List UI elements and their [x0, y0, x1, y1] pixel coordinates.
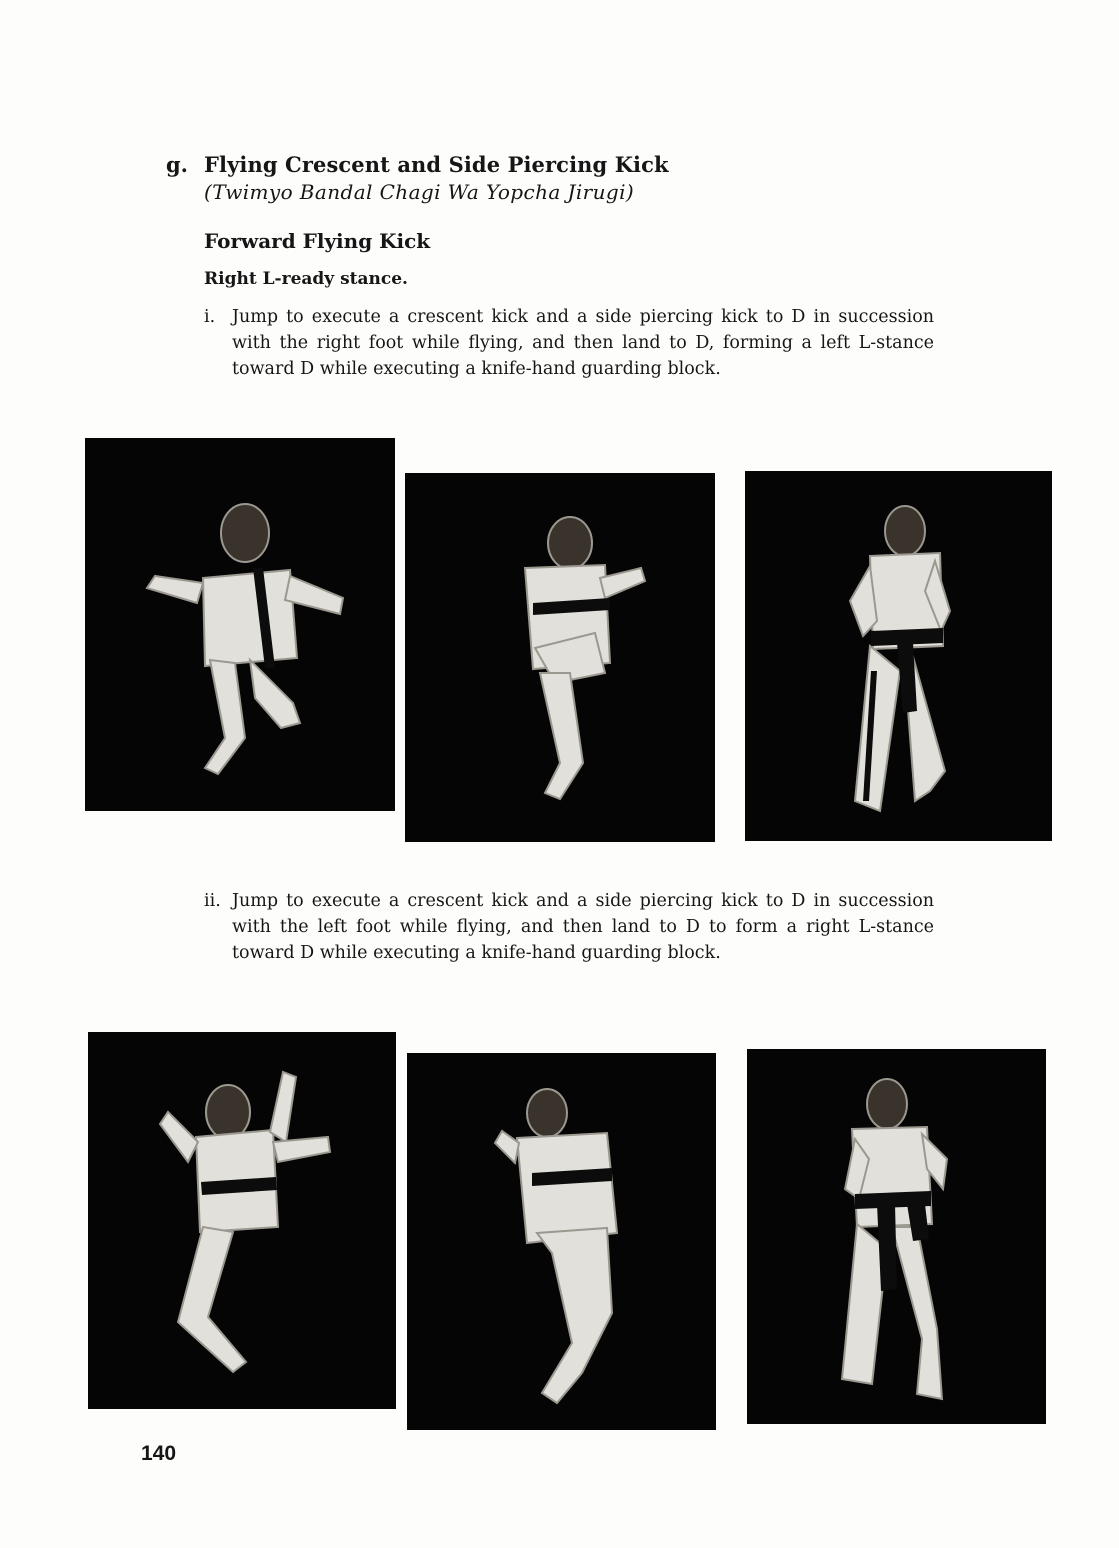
martial-artist-figure-icon	[745, 471, 1052, 841]
section-subtitle: (Twimyo Bandal Chagi Wa Yopcha Jirugi)	[204, 180, 635, 204]
photo-flying-crescent-kick-right	[85, 438, 395, 811]
photo-left-l-stance-knife-hand-guarding-block	[745, 471, 1052, 841]
martial-artist-figure-icon	[405, 473, 715, 842]
photo-right-l-stance-knife-hand-guarding-block	[747, 1049, 1046, 1424]
subsection-heading: Forward Flying Kick	[204, 229, 431, 253]
photo-side-piercing-kick-left	[407, 1053, 716, 1430]
martial-artist-figure-icon	[407, 1053, 716, 1430]
step-paragraph-2	[204, 888, 934, 966]
ready-stance-label: Right L-ready stance.	[204, 269, 408, 289]
step-marker: i.	[204, 307, 216, 327]
step-paragraph-1	[204, 304, 934, 382]
photo-side-piercing-kick-right	[405, 473, 715, 842]
martial-artist-figure-icon	[85, 438, 395, 811]
step-text: Jump to execute a crescent kick and a side piercing kick to D in succession with the left foot while flying, and then land to D to form a right L-stance toward D while executing a knife-hand guarding block.	[232, 891, 934, 963]
martial-artist-figure-icon	[88, 1032, 396, 1409]
step-text: Jump to execute a crescent kick and a side piercing kick to D in succession with the right foot while flying, and then land to D, forming a left L-stance toward D while executing a knife-hand guarding block.	[232, 307, 934, 379]
section-letter: g.	[166, 152, 188, 177]
martial-artist-figure-icon	[747, 1049, 1046, 1424]
photo-flying-crescent-kick-left	[88, 1032, 396, 1409]
page-number: 140	[141, 1442, 177, 1465]
step-marker: ii.	[204, 891, 221, 911]
section-title: Flying Crescent and Side Piercing Kick	[204, 152, 669, 177]
